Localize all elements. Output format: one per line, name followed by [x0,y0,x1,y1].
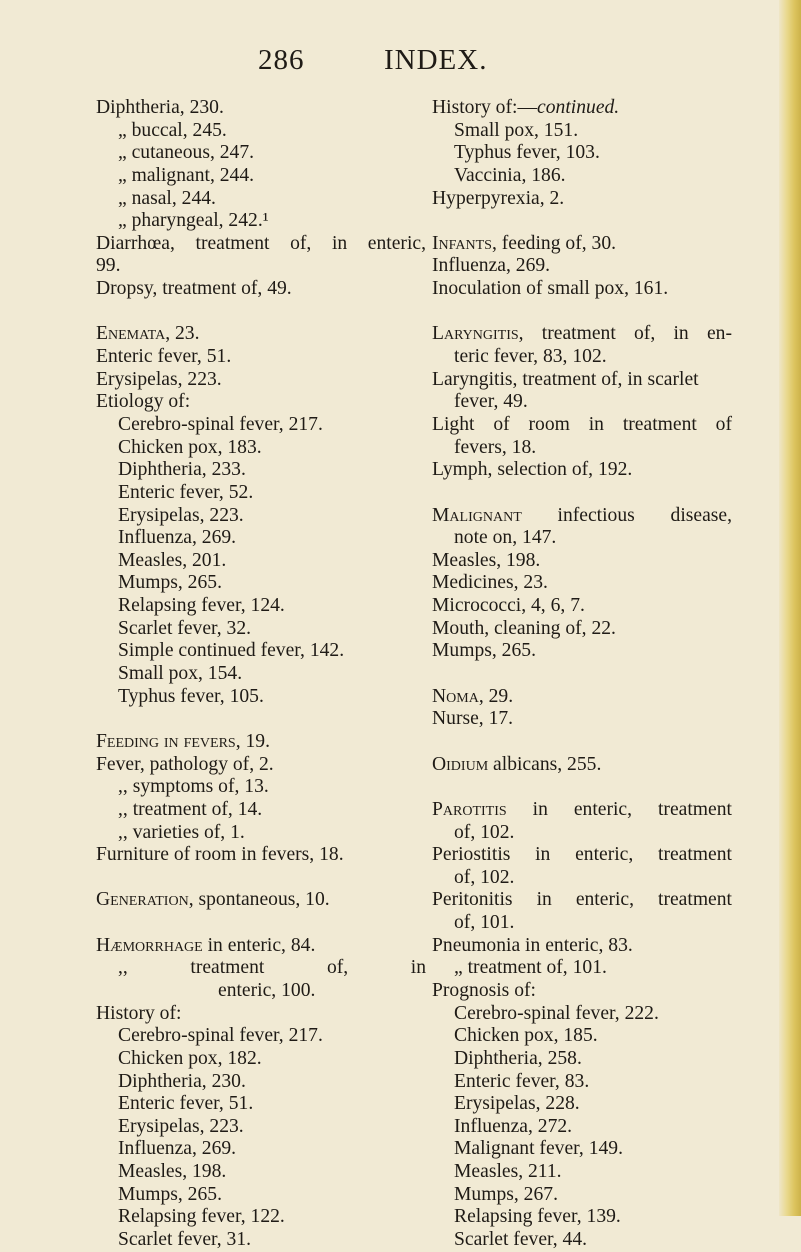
index-subentry [432,867,732,890]
index-entry [432,686,732,709]
entry-text: Small pox, 151. [454,119,579,141]
entry-text: Scarlet fever, 31. [118,1229,252,1251]
entry-text: Relapsing fever, 124. [118,595,285,617]
index-column-left [96,97,426,1252]
entry-text: of, 102. [454,866,515,888]
entry-text: Relapsing fever, 139. [454,1206,621,1228]
entry-text: Measles, 201. [118,549,227,571]
index-subentry [96,165,426,188]
entry-text: note on, 147. [454,527,557,549]
index-entry [96,754,426,777]
index-subentry [96,663,426,686]
entry-text: Chicken pox, 182. [118,1047,262,1069]
entry-text: Measles, 198. [118,1161,227,1183]
index-entry [432,233,732,256]
index-column-right [432,97,732,1252]
index-subentry [96,120,426,143]
entry-text: Diphtheria, 230. [118,1070,246,1092]
index-subentry [96,482,426,505]
entry-text: Hyperpyrexia, 2. [432,187,565,209]
index-subentry [432,1093,732,1116]
index-entry [432,188,732,211]
index-subentry [432,1206,732,1229]
entry-text: „ pharyngeal, 242.¹ [118,210,269,232]
section-gap [432,482,732,505]
entry-text: Enteric fever, 52. [118,481,254,503]
entry-text: Influenza, 269. [432,255,551,277]
index-subentry [96,1048,426,1071]
index-entry [96,731,426,754]
entry-text: „ nasal, 244. [118,187,216,209]
entry-text: Chicken pox, 183. [118,436,262,458]
index-entry [432,708,732,731]
index-subentry [432,912,732,935]
index-entry [432,323,732,346]
index-entry [432,369,732,392]
index-subentry [96,1025,426,1048]
entry-text: Chicken pox, 185. [454,1025,598,1047]
entry-text: Laryngitis, treatment of, in en- [432,323,732,345]
index-subentry [96,799,426,822]
index-entry [96,391,426,414]
entry-text: Fever, pathology of, 2. [96,753,274,775]
entry-text: Enteric fever, 51. [96,346,232,368]
entry-text: Mumps, 265. [118,572,222,594]
entry-text: Mumps, 265. [118,1183,222,1205]
section-gap [432,663,732,686]
index-subentry [432,527,732,550]
index-subentry [432,1161,732,1184]
page-number: 286 [258,44,305,76]
index-subentry [432,957,732,980]
entry-text: Erysipelas, 228. [454,1093,580,1115]
entry-text: Vaccinia, 186. [454,164,566,186]
entry-text: Erysipelas, 223. [118,504,244,526]
index-entry [432,414,732,437]
entry-text: enteric, 100. [218,979,316,1001]
entry-text: ,, varieties of, 1. [118,821,245,843]
entry-text: Micrococci, 4, 6, 7. [432,595,585,617]
entry-text: Influenza, 269. [118,1138,237,1160]
index-subentry [432,1025,732,1048]
section-gap [96,301,426,324]
entry-text: ,, treatment of, 14. [118,798,263,820]
entry-text: Erysipelas, 223. [118,1115,244,1137]
index-subentry [96,980,426,1003]
index-subentry [432,1116,732,1139]
entry-text: Measles, 211. [454,1161,562,1183]
index-subentry [96,1138,426,1161]
index-subentry [96,188,426,211]
entry-text: „ cutaneous, 247. [118,142,255,164]
entry-text: Scarlet fever, 32. [118,617,252,639]
entry-text: fever, 49. [454,391,528,413]
index-entry [96,369,426,392]
entry-text: Inoculation of small pox, 161. [432,278,669,300]
section-gap [96,867,426,890]
entry-italic: continued. [537,97,620,118]
entry-text: Measles, 198. [432,549,541,571]
entry-text: Infants, feeding of, 30. [432,232,617,254]
index-subentry [96,640,426,663]
entry-text: Dropsy, treatment of, 49. [96,278,292,300]
entry-text: Relapsing fever, 122. [118,1206,285,1228]
index-entry [96,844,426,867]
index-entry [96,97,426,120]
index-subentry [432,1229,732,1252]
entry-text: Influenza, 272. [454,1115,573,1137]
entry-text: Cerebro-spinal fever, 217. [118,1025,323,1047]
entry-text: „ buccal, 245. [118,119,227,141]
section-gap [432,776,732,799]
entry-text: Oidium albicans, 255. [432,753,602,775]
index-subentry [432,1071,732,1094]
entry-text: Pneumonia in enteric, 83. [432,934,633,956]
index-entry [96,323,426,346]
index-entry [432,640,732,663]
index-subentry [96,686,426,709]
index-subentry [96,414,426,437]
entry-text: Furniture of room in fevers, 18. [96,844,344,866]
index-subentry [96,572,426,595]
index-entry [432,799,732,822]
entry-text: fevers, 18. [454,436,537,458]
entry-text: Hæmorrhage in enteric, 84. [96,934,316,956]
index-subentry [432,1048,732,1071]
entry-text: ,, treatment of, in [118,957,426,979]
index-entry [432,844,732,867]
index-subentry [96,1093,426,1116]
entry-text: Laryngitis, treatment of, in scarlet [432,368,699,390]
index-subentry [96,618,426,641]
index-entry [96,278,426,301]
entry-text: Enteric fever, 51. [118,1093,254,1115]
index-subentry [432,165,732,188]
section-gap [96,708,426,731]
index-subentry [432,346,732,369]
index-subentry [432,437,732,460]
index-subentry [96,1116,426,1139]
entry-text: Light of room in treatment of [432,413,732,435]
entry-text: Parotitis in enteric, treatment [432,798,732,820]
entry-text: Influenza, 269. [118,527,237,549]
index-subentry [432,1184,732,1207]
entry-text: 99. [96,255,121,277]
index-entry [96,1003,426,1026]
index-subentry [96,550,426,573]
index-entry [432,754,732,777]
entry-text: Medicines, 23. [432,572,548,594]
index-subentry [432,822,732,845]
entry-text: Malignant fever, 149. [454,1138,623,1160]
index-subentry [96,595,426,618]
running-title: INDEX. [384,44,488,76]
section-gap [96,912,426,935]
entry-text: Generation, spontaneous, 10. [96,889,330,911]
index-subentry [432,391,732,414]
index-subentry [96,527,426,550]
entry-text: Cerebro-spinal fever, 222. [454,1002,659,1024]
entry-text: ,, symptoms of, 13. [118,776,269,798]
index-entry [432,505,732,528]
index-entry [432,980,732,1003]
entry-text: Erysipelas, 223. [96,368,222,390]
index-entry [432,97,732,120]
index-entry [432,618,732,641]
index-subentry [432,120,732,143]
index-subentry [432,1003,732,1026]
entry-text: Typhus fever, 103. [454,142,600,164]
index-subentry [432,142,732,165]
entry-text: „ treatment of, 101. [454,957,607,979]
index-entry [96,255,426,278]
index-subentry [96,1071,426,1094]
index-entry [96,935,426,958]
entry-text: History of:— [432,97,538,118]
index-subentry [96,505,426,528]
entry-text: Cerebro-spinal fever, 217. [118,413,323,435]
entry-text: Diphtheria, 258. [454,1047,582,1069]
entry-text: „ malignant, 244. [118,164,255,186]
entry-text: Mouth, cleaning of, 22. [432,617,616,639]
entry-text: Diarrhœa, treatment of, in enteric, [96,232,426,254]
index-entry [432,255,732,278]
entry-text: Mumps, 265. [432,640,536,662]
page-edge-discoloration [779,0,801,1216]
index-subentry [96,142,426,165]
entry-text: Enemata, 23. [96,323,200,345]
index-entry [432,595,732,618]
entry-text: Diphtheria, 230. [96,97,224,118]
entry-text: Scarlet fever, 44. [454,1229,588,1251]
entry-text: Simple continued fever, 142. [118,640,345,662]
index-subentry [96,459,426,482]
entry-text: Enteric fever, 83. [454,1070,590,1092]
index-subentry [96,776,426,799]
entry-text: Malignant infectious disease, [432,504,732,526]
entry-text: Diphtheria, 233. [118,459,246,481]
index-entry [432,889,732,912]
entry-text: Peritonitis in enteric, treatment [432,889,732,911]
page-header [0,44,801,84]
index-subentry [96,1206,426,1229]
entry-text: Periostitis in enteric, treatment [432,844,732,866]
entry-text: History of: [96,1002,182,1024]
index-entry [432,278,732,301]
index-subentry [96,210,426,233]
index-entry [96,346,426,369]
index-subentry [96,822,426,845]
section-gap [432,301,732,324]
entry-text: Feeding in fevers, 19. [96,730,270,752]
index-entry [432,935,732,958]
entry-text: of, 102. [454,821,515,843]
index-entry [432,550,732,573]
index-subentry [96,1161,426,1184]
index-entry [432,572,732,595]
section-gap [432,731,732,754]
entry-text: Prognosis of: [432,979,536,1001]
entry-text: Noma, 29. [432,685,514,707]
index-subentry [432,1138,732,1161]
entry-text: teric fever, 83, 102. [454,346,607,368]
index-subentry [96,1229,426,1252]
entry-text: of, 101. [454,912,515,934]
entry-text: Etiology of: [96,391,191,413]
section-gap [432,210,732,233]
index-subentry [96,1184,426,1207]
index-subentry [96,957,426,980]
entry-text: Nurse, 17. [432,708,514,730]
index-entry [432,459,732,482]
index-subentry [96,437,426,460]
entry-text: Mumps, 267. [454,1183,558,1205]
entry-text: Small pox, 154. [118,663,243,685]
index-entry [96,233,426,256]
index-entry [96,889,426,912]
entry-text: Typhus fever, 105. [118,685,264,707]
entry-text: Lymph, selection of, 192. [432,459,633,481]
